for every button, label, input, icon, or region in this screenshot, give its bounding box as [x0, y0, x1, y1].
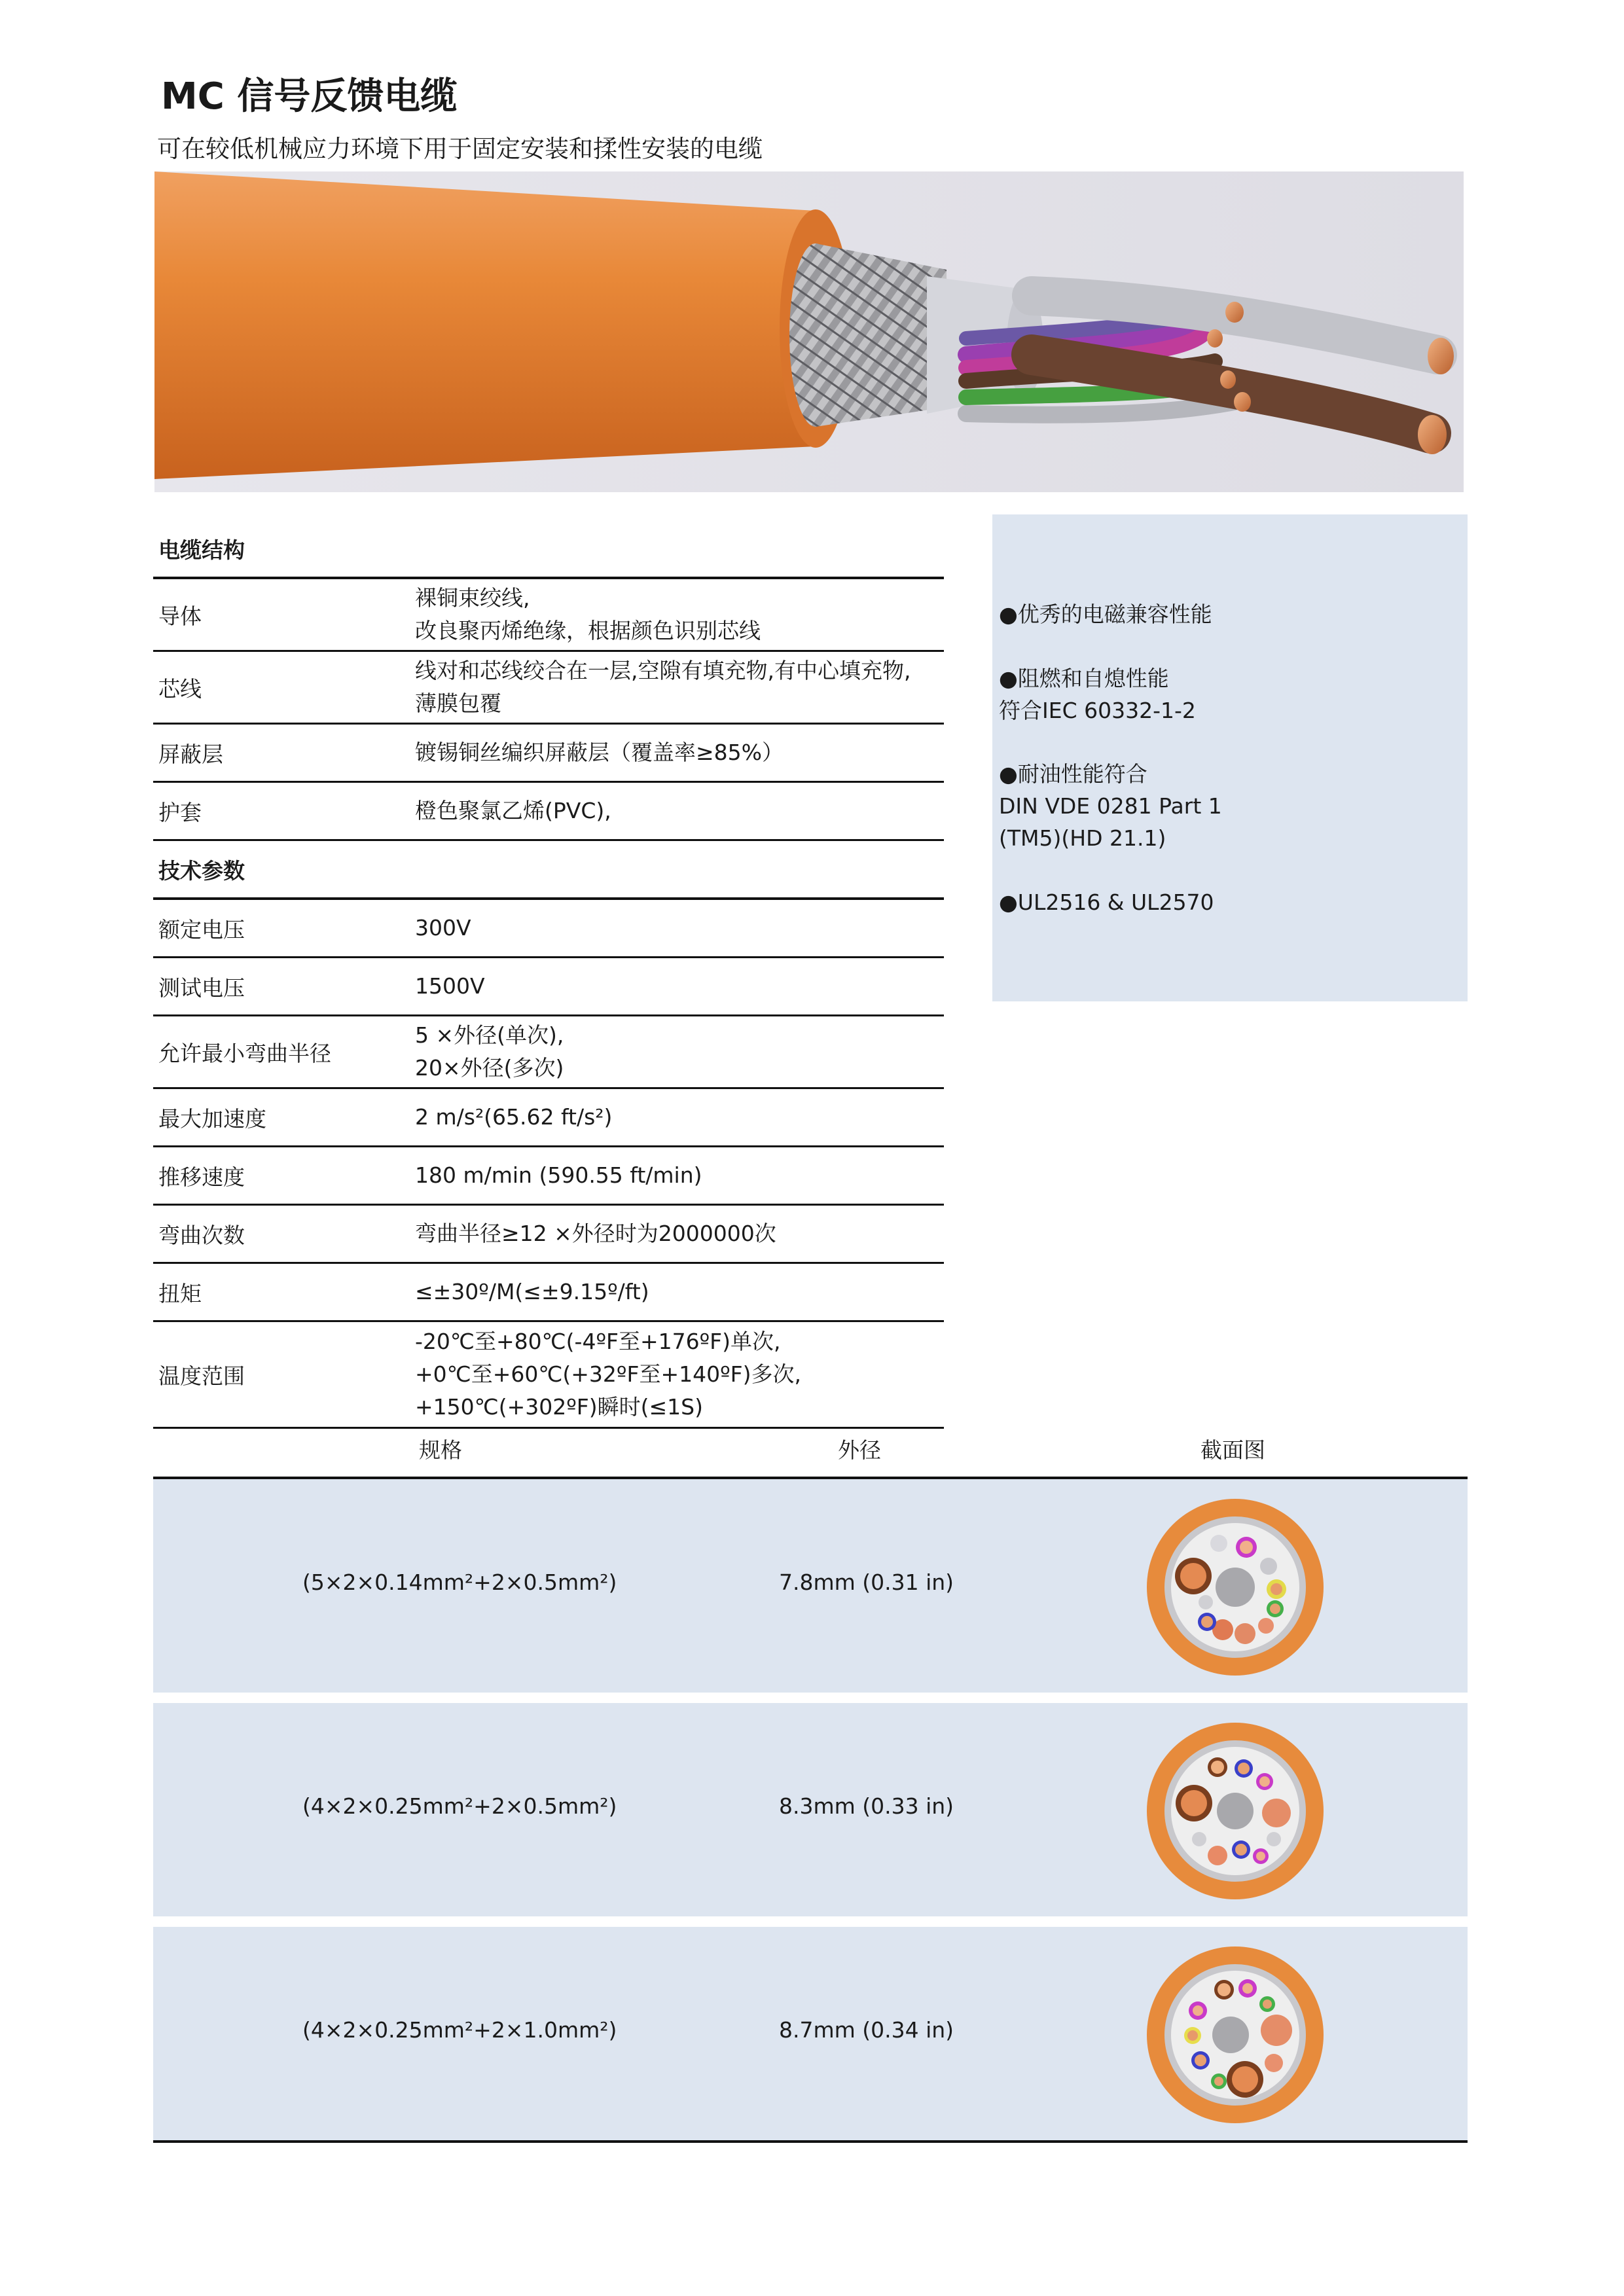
- spec-key: 导体: [158, 603, 202, 629]
- spec-key: 屏蔽层: [158, 741, 223, 767]
- spec-row: [153, 579, 944, 652]
- features-panel: [992, 514, 1468, 1001]
- product-od: 8.7mm (0.34 in): [779, 2017, 954, 2043]
- page-title: MC 信号反馈电缆: [161, 75, 458, 118]
- header-spec: 规格: [419, 1437, 462, 1463]
- spec-value: 裸铜束绞线, 改良聚丙烯绝缘，根据颜色识别芯线: [415, 585, 761, 643]
- spec-row: [153, 1206, 944, 1264]
- section-heading: 技术参数: [158, 857, 245, 884]
- spec-row: [153, 1147, 944, 1206]
- feature-item: ●UL2516 & UL2570: [999, 889, 1214, 915]
- spec-value: 2 m/s²(65.62 ft/s²): [415, 1104, 613, 1130]
- cross-section-image: [1146, 1945, 1325, 2125]
- header-section: 截面图: [1200, 1437, 1265, 1463]
- spec-value: 线对和芯线绞合在一层,空隙有填充物,有中心填充物, 薄膜包覆: [415, 658, 911, 716]
- product-table: [153, 1427, 1468, 2143]
- spec-key: 护套: [158, 799, 202, 825]
- feature-item: ●耐油性能符合 DIN VDE 0281 Part 1 (TM5)(HD 21.1): [999, 761, 1222, 851]
- spec-value: ≤±30º/M(≤±9.15º/ft): [415, 1279, 649, 1304]
- spec-row: [153, 900, 944, 958]
- page-subtitle: 可在较低机械应力环境下用于固定安装和揉性安装的电缆: [157, 135, 763, 163]
- product-row: [153, 1703, 1468, 1916]
- spec-key: 额定电压: [158, 916, 245, 942]
- product-spec: (4×2×0.25mm²+2×1.0mm²): [302, 2017, 617, 2043]
- spec-value: 镀锡铜丝编织屏蔽层（覆盖率≥85%）: [415, 740, 784, 765]
- cross-section-image: [1146, 1498, 1325, 1677]
- product-od: 8.3mm (0.33 in): [779, 1793, 954, 1819]
- spec-row: [153, 1016, 944, 1089]
- spec-row: [153, 1089, 944, 1147]
- spec-row: [153, 783, 944, 841]
- section-construction: [153, 520, 944, 579]
- product-spec: (5×2×0.14mm²+2×0.5mm²): [302, 1570, 617, 1595]
- spec-key: 允许最小弯曲半径: [158, 1040, 331, 1066]
- spec-value: 1500V: [415, 973, 485, 999]
- product-spec: (4×2×0.25mm²+2×0.5mm²): [302, 1793, 617, 1819]
- spec-key: 最大加速度: [158, 1105, 266, 1132]
- spec-value: 300V: [415, 915, 471, 941]
- feature-item: ●阻燃和自熄性能 符合IEC 60332-1-2: [999, 666, 1196, 723]
- spec-value: 弯曲半径≥12 ×外径时为2000000次: [415, 1221, 776, 1246]
- spec-key: 推移速度: [158, 1164, 245, 1190]
- cable-photo: [154, 171, 1464, 492]
- product-row: [153, 1927, 1468, 2140]
- spec-row: [153, 1322, 944, 1429]
- table-bottom-rule: [153, 2140, 1468, 2143]
- spec-row: [153, 652, 944, 725]
- spec-row: [153, 1264, 944, 1322]
- section-technical: [153, 841, 944, 900]
- spec-row: [153, 958, 944, 1016]
- header-od: 外径: [838, 1437, 881, 1463]
- spec-row: [153, 725, 944, 783]
- spec-value: -20℃至+80℃(-4ºF至+176ºF)单次, +0℃至+60℃(+32ºF至+140ºF)多次, +150℃(+302ºF)瞬时(≤1S): [415, 1329, 801, 1420]
- spec-key: 温度范围: [158, 1363, 245, 1389]
- product-od: 7.8mm (0.31 in): [779, 1570, 954, 1595]
- cross-section-image: [1146, 1721, 1325, 1901]
- product-row: [153, 1479, 1468, 1693]
- spec-value: 180 m/min (590.55 ft/min): [415, 1162, 702, 1188]
- product-table-header: [153, 1427, 1468, 1479]
- spec-value: 5 ×外径(单次), 20×外径(多次): [415, 1022, 564, 1081]
- feature-item: ●优秀的电磁兼容性能: [999, 601, 1212, 627]
- spec-key: 扭矩: [158, 1280, 202, 1306]
- section-heading: 电缆结构: [158, 537, 245, 563]
- spec-key: 芯线: [158, 675, 202, 702]
- spec-key: 弯曲次数: [158, 1222, 245, 1248]
- spec-table: [153, 520, 944, 1429]
- spec-key: 测试电压: [158, 975, 245, 1001]
- spec-value: 橙色聚氯乙烯(PVC),: [415, 798, 611, 823]
